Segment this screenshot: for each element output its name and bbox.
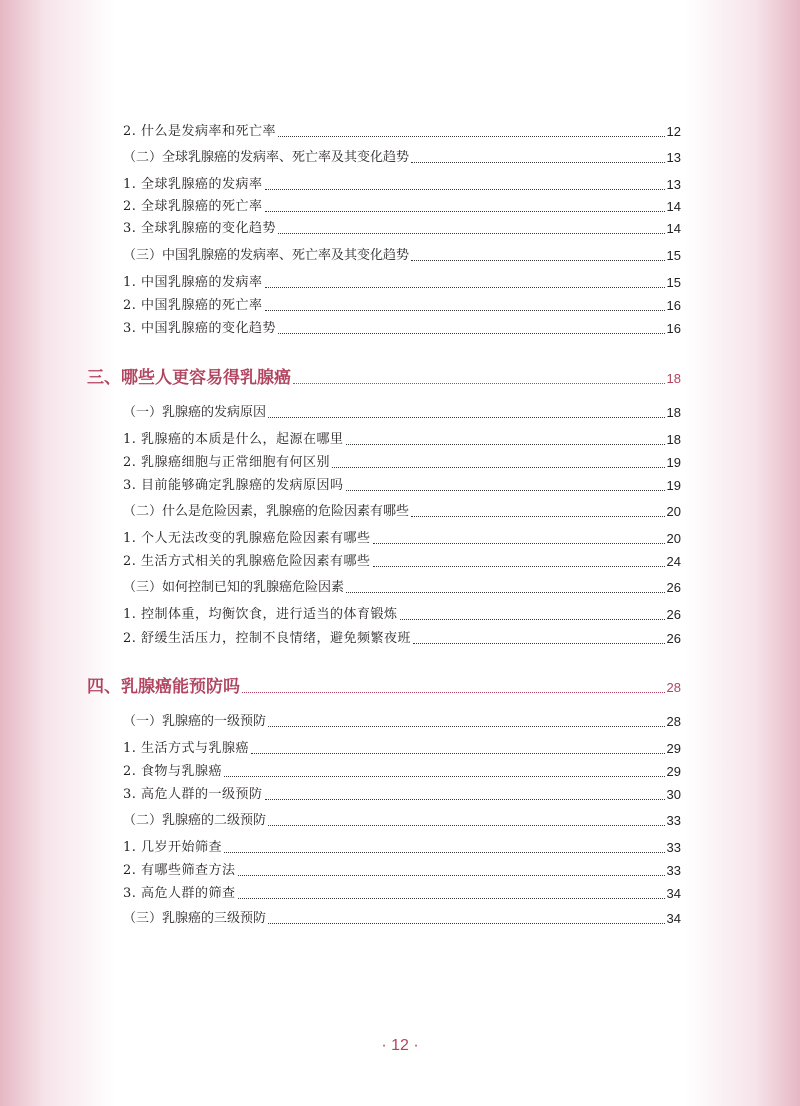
toc-entry-page: 13 [666,177,681,192]
toc-entry-title: 3. 高危人群的筛查 [123,886,236,901]
toc-entry-title: （一）乳腺癌的一级预防 [123,714,267,729]
toc-entry[interactable] [123,428,681,448]
toc-entry[interactable] [123,907,681,927]
toc-entry-page: 16 [666,321,681,336]
toc-entry[interactable] [123,271,681,291]
toc-entry-title: （二）全球乳腺癌的发病率、死亡率及其变化趋势 [123,150,410,165]
toc-entry-title: 2. 中国乳腺癌的死亡率 [123,298,263,313]
toc-chapter-title: 四、乳腺癌能预防吗 [87,677,240,697]
toc-leader-dots [373,542,665,544]
toc-leader-dots [278,332,664,334]
toc-entry-title: 3. 全球乳腺癌的变化趋势 [123,221,277,236]
toc-entry-page: 18 [666,432,681,447]
toc-leader-dots [265,188,665,190]
toc-leader-dots [265,309,665,311]
toc-entry[interactable] [123,809,681,829]
toc-entry-page: 30 [666,787,681,802]
toc-leader-dots [265,286,665,288]
toc-entry-title: （三）乳腺癌的三级预防 [123,911,267,926]
toc-leader-dots [411,161,665,163]
toc-leader-dots [268,922,665,924]
toc-entry-page: 12 [666,124,681,139]
toc-entry-page: 26 [666,580,681,595]
toc-leader-dots [224,775,664,777]
toc-entry[interactable] [123,760,681,780]
toc-leader-dots [346,489,665,491]
toc-entry-title: （二）什么是危险因素，乳腺癌的危险因素有哪些 [123,504,410,519]
toc-leader-dots [413,642,664,644]
toc-entry-title: 2. 生活方式相关的乳腺癌危险因素有哪些 [123,554,371,569]
toc-leader-dots [411,515,665,517]
toc-entry[interactable] [123,783,681,803]
toc-entry[interactable] [123,451,681,471]
toc-leader-dots [373,565,665,567]
toc-entry[interactable] [123,576,681,596]
toc-entry[interactable] [123,401,681,421]
toc-entry-page: 26 [666,607,681,622]
page-number: · 12 · [381,1037,419,1054]
toc-entry-title: 2. 全球乳腺癌的死亡率 [123,199,263,214]
toc-entry-page: 33 [666,840,681,855]
toc-entry[interactable] [123,474,681,494]
toc-entry-page: 26 [666,631,681,646]
toc-entry[interactable] [123,603,681,623]
toc-entry-page: 19 [666,478,681,493]
toc-leader-dots [238,874,665,876]
toc-chapter[interactable] [87,364,681,388]
toc-entry-page: 14 [666,221,681,236]
toc-entry-page: 16 [666,298,681,313]
toc-entry[interactable] [123,737,681,757]
toc-entry[interactable] [123,217,681,237]
toc-entry-page: 34 [666,911,681,926]
toc-entry-title: 2. 舒缓生活压力，控制不良情绪，避免频繁夜班 [123,631,412,646]
toc-entry[interactable] [123,146,681,166]
toc-entry-page: 20 [666,504,681,519]
toc-entry-page: 33 [666,813,681,828]
toc-leader-dots [238,897,665,899]
toc-leader-dots [400,618,665,620]
toc-entry-page: 13 [666,150,681,165]
toc-leader-dots [346,443,665,445]
toc-entry-title: 3. 高危人群的一级预防 [123,787,263,802]
toc-leader-dots [224,851,664,853]
toc-entry-title: 2. 有哪些筛查方法 [123,863,236,878]
toc-leader-dots [268,725,665,727]
toc-entry-title: （三）如何控制已知的乳腺癌危险因素 [123,580,345,595]
toc-entry[interactable] [123,627,681,647]
toc-entry[interactable] [123,550,681,570]
toc-leader-dots [251,752,664,754]
toc-leader-dots [346,591,665,593]
toc-chapter[interactable] [87,673,681,697]
toc-entry-page: 20 [666,531,681,546]
toc-chapter-page: 18 [666,371,681,386]
toc-entry-page: 34 [666,886,681,901]
toc-entry-title: 3. 中国乳腺癌的变化趋势 [123,321,277,336]
toc-leader-dots [411,259,665,261]
toc-entry-title: （一）乳腺癌的发病原因 [123,405,267,420]
toc-entry-title: 1. 全球乳腺癌的发病率 [123,177,263,192]
toc-entry-page: 19 [666,455,681,470]
toc-entry[interactable] [123,710,681,730]
toc-chapter-page: 28 [666,680,681,695]
toc-entry[interactable] [123,317,681,337]
toc-entry[interactable] [123,500,681,520]
toc-entry-page: 24 [666,554,681,569]
toc-entry-title: （三）中国乳腺癌的发病率、死亡率及其变化趋势 [123,248,410,263]
toc-entry-title: 2. 乳腺癌细胞与正常细胞有何区别 [123,455,331,470]
toc-leader-dots [268,824,665,826]
toc-entry-page: 14 [666,199,681,214]
toc-leader-dots [293,382,665,384]
toc-entry-title: 1. 生活方式与乳腺癌 [123,741,250,756]
toc-leader-dots [242,691,665,693]
toc-entry-page: 18 [666,405,681,420]
toc-entry-title: （二）乳腺癌的二级预防 [123,813,267,828]
toc-entry-page: 29 [666,741,681,756]
toc-entry-title: 2. 什么是发病率和死亡率 [123,124,277,139]
toc-leader-dots [278,232,664,234]
toc-entry[interactable] [123,836,681,856]
toc-leader-dots [332,466,664,468]
toc-entry[interactable] [123,195,681,215]
toc-entry[interactable] [123,173,681,193]
toc-entry[interactable] [123,120,681,140]
toc-leader-dots [278,135,664,137]
toc-chapter-title: 三、哪些人更容易得乳腺癌 [87,368,291,388]
toc-entry-title: 2. 食物与乳腺癌 [123,764,223,779]
toc-entry[interactable] [123,859,681,879]
toc-entry-title: 1. 乳腺癌的本质是什么，起源在哪里 [123,432,344,447]
toc-entry-page: 15 [666,248,681,263]
toc-leader-dots [265,798,665,800]
toc-entry[interactable] [123,294,681,314]
toc-entry[interactable] [123,527,681,547]
toc-leader-dots [268,416,665,418]
toc-entry[interactable] [123,244,681,264]
toc-entry-page: 29 [666,764,681,779]
toc-entry-page: 28 [666,714,681,729]
toc-entry-title: 3. 目前能够确定乳腺癌的发病原因吗 [123,478,344,493]
toc-entry-title: 1. 几岁开始筛查 [123,840,223,855]
toc-entry-title: 1. 控制体重，均衡饮食，进行适当的体育锻炼 [123,607,398,622]
toc-entry[interactable] [123,882,681,902]
toc-entry-page: 33 [666,863,681,878]
toc-entry-page: 15 [666,275,681,290]
toc-entry-title: 1. 中国乳腺癌的发病率 [123,275,263,290]
toc-entry-title: 1. 个人无法改变的乳腺癌危险因素有哪些 [123,531,371,546]
toc-leader-dots [265,210,665,212]
